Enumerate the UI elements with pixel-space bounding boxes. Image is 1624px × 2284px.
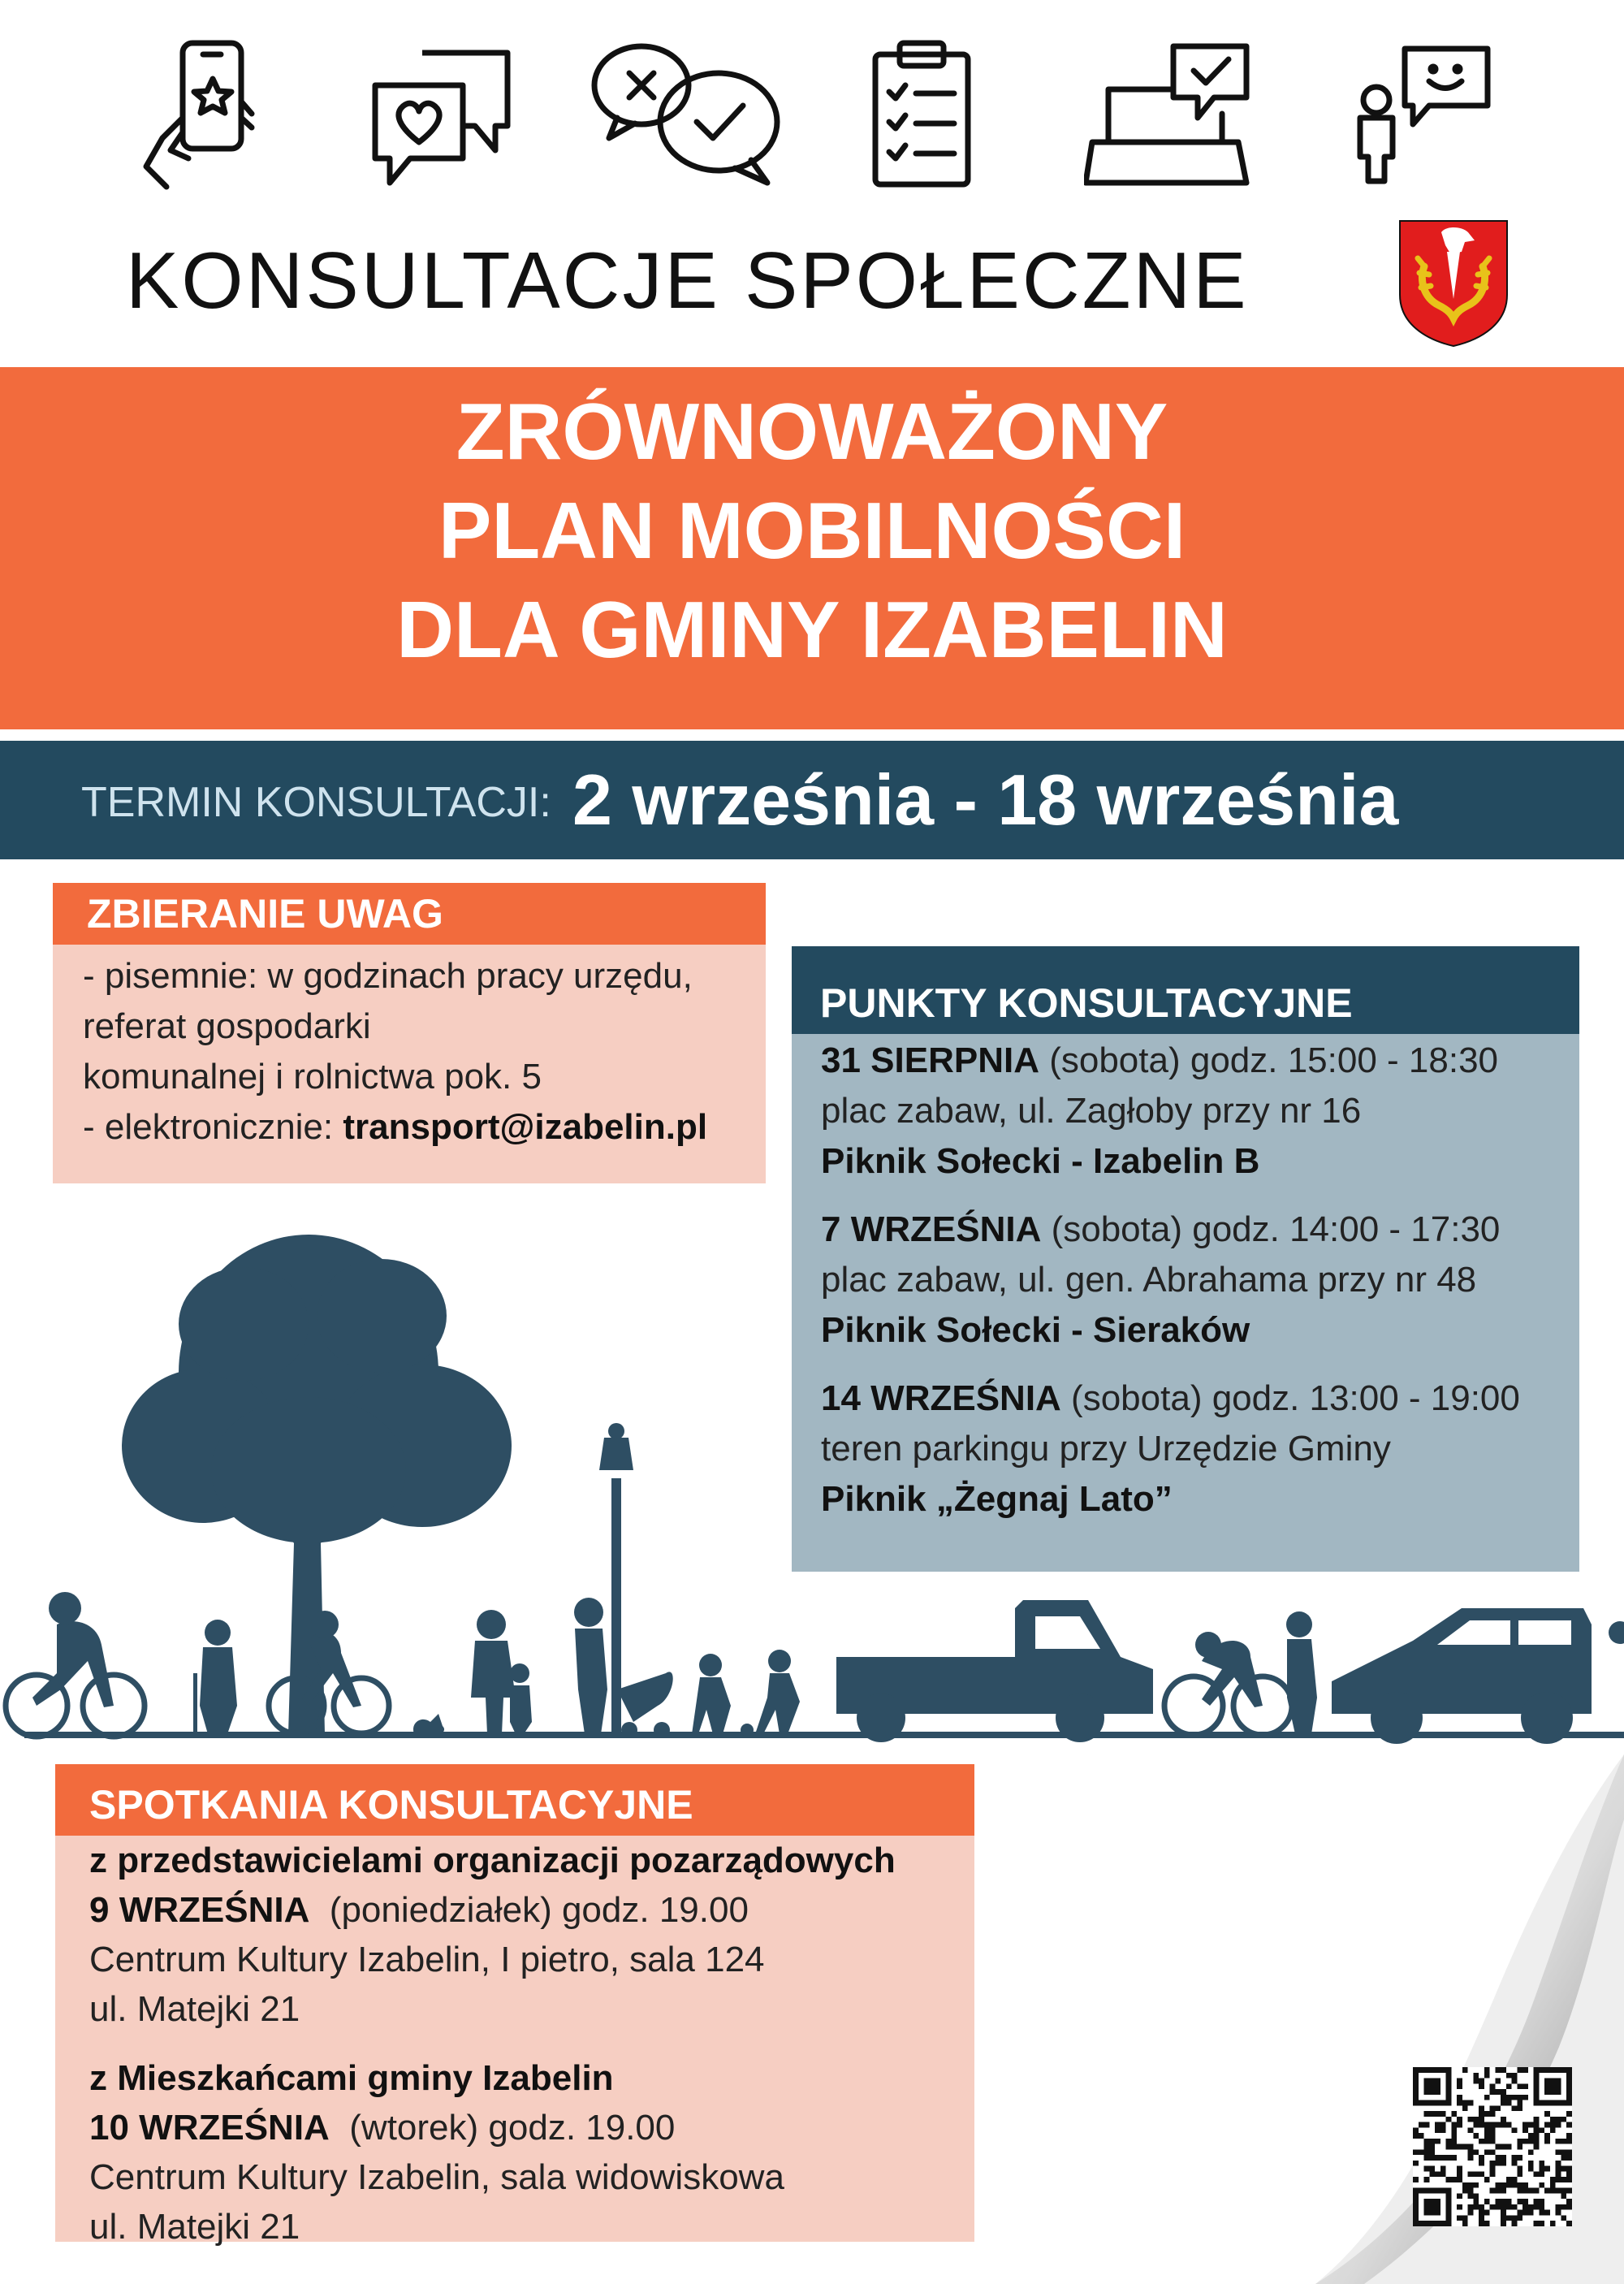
- meeting-venue: Centrum Kultury Izabelin, I pietro, sala 124: [89, 1940, 765, 1979]
- comments-body: [83, 951, 707, 1153]
- meeting-time: (wtorek) godz. 19.00: [329, 2108, 676, 2148]
- point-place: teren parkingu przy Urzędzie Gminy: [821, 1429, 1391, 1469]
- icon-row: [0, 37, 1624, 199]
- point-date: 14 WRZEŚNIA: [821, 1378, 1061, 1418]
- comments-line-1: - pisemnie: w godzinach pracy urzędu,: [83, 956, 693, 996]
- headline: [0, 382, 1624, 679]
- point-place: plac zabaw, ul. Zagłoby przy nr 16: [821, 1091, 1362, 1131]
- electronic-label: - elektronicznie:: [83, 1107, 343, 1147]
- consultation-points-title: PUNKTY KONSULTACYJNE: [820, 980, 1353, 1026]
- point-event: Piknik Sołecki - Sieraków: [821, 1310, 1250, 1350]
- point-date: 31 SIERPNIA: [821, 1040, 1039, 1080]
- point-date: 7 WRZEŚNIA: [821, 1209, 1042, 1249]
- meeting-date: 9 WRZEŚNIA: [89, 1890, 310, 1930]
- meeting-address: ul. Matejki 21: [89, 2207, 300, 2247]
- meeting-group: z przedstawicielami organizacji pozarządowych: [89, 1841, 896, 1880]
- headline-line-2: PLAN MOBILNOŚCI: [438, 486, 1186, 575]
- meeting-date: 10 WRZEŚNIA: [89, 2108, 330, 2148]
- laptop-check-icon: [1084, 37, 1255, 191]
- meeting-venue: Centrum Kultury Izabelin, sala widowiskowa: [89, 2157, 784, 2197]
- comments-line-3: komunalnej i rolnictwa pok. 5: [83, 1057, 542, 1097]
- headline-line-1: ZRÓWNOWAŻONY: [456, 387, 1168, 476]
- page-title: KONSULTACJE SPOŁECZNE: [126, 236, 1249, 325]
- comments-box: [53, 883, 766, 1183]
- term-label: TERMIN KONSULTACJI:: [81, 779, 551, 826]
- heart-chat-icon: [365, 37, 520, 191]
- meeting-group: z Mieszkańcami gminy Izabelin: [89, 2058, 614, 2098]
- email-link[interactable]: transport@izabelin.pl: [343, 1107, 708, 1147]
- meeting-item: [89, 1836, 896, 2034]
- meeting-address: ul. Matejki 21: [89, 1989, 300, 2029]
- meetings-header: [55, 1764, 974, 1836]
- comments-header: [53, 883, 766, 945]
- consultation-points-header: [792, 946, 1579, 1034]
- meeting-item: [89, 2053, 896, 2252]
- comments-line-2: referat gospodarki: [83, 1006, 371, 1046]
- clipboard-checklist-icon: [869, 37, 974, 191]
- point-event: Piknik „Żegnaj Lato”: [821, 1479, 1173, 1519]
- person-smile-chat-icon: [1348, 37, 1494, 191]
- choice-chat-icon: [585, 37, 788, 191]
- point-item: [821, 1036, 1520, 1187]
- point-place: plac zabaw, ul. gen. Abrahama przy nr 48: [821, 1260, 1477, 1300]
- truck-icon: [836, 1600, 1153, 1742]
- point-time: (sobota) godz. 15:00 - 18:30: [1039, 1040, 1499, 1080]
- comments-line-4: [83, 1102, 707, 1153]
- coat-of-arms-icon: [1397, 218, 1510, 348]
- term-dates: 2 września - 18 września: [572, 759, 1399, 840]
- point-time: (sobota) godz. 13:00 - 19:00: [1060, 1378, 1520, 1418]
- point-event: Piknik Sołecki - Izabelin B: [821, 1141, 1260, 1181]
- headline-line-3: DLA GMINY IZABELIN: [396, 585, 1228, 674]
- comments-title: ZBIERANIE UWAG: [87, 891, 443, 937]
- point-time: (sobota) godz. 14:00 - 17:30: [1041, 1209, 1501, 1249]
- meeting-time: (poniedziałek) godz. 19.00: [309, 1890, 749, 1930]
- qr-code[interactable]: [1413, 2067, 1572, 2226]
- meetings-title: SPOTKANIA KONSULTACYJNE: [89, 1782, 693, 1828]
- meetings-list: [89, 1836, 896, 2252]
- smartphone-star-icon: [138, 37, 260, 191]
- meetings-box: [55, 1764, 974, 2247]
- street-silhouette-illustration: [0, 1202, 1624, 1746]
